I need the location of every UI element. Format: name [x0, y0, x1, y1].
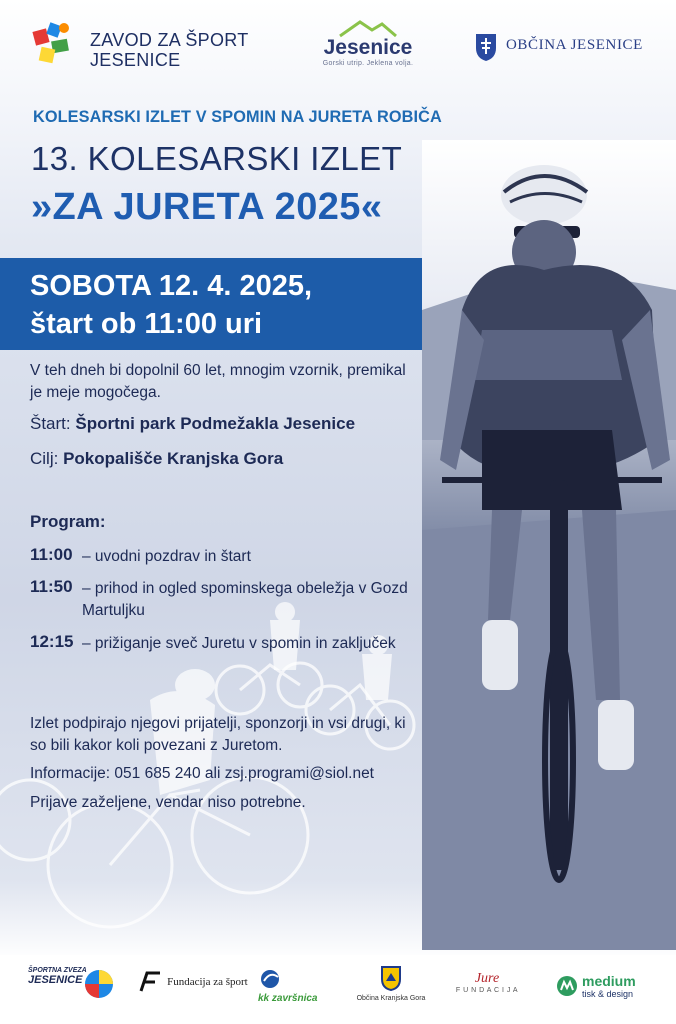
coat-of-arms-icon — [474, 32, 498, 62]
sponsor1-line2: JESENICE — [28, 974, 83, 986]
contact-info: Informacije: 051 685 240 ali zsj.programi@siol.net — [30, 765, 374, 782]
sponsor1-line1: ŠPORTNA ZVEZA — [28, 967, 87, 974]
date-banner — [0, 258, 422, 350]
sponsor-obcina-kranjska-gora — [356, 965, 426, 1002]
kicker-subtitle: KOLESARSKI IZLET V SPOMIN NA JURETA ROBIČA — [33, 108, 442, 126]
zavod-sport-logo-text — [90, 30, 249, 70]
start-label: Štart: — [30, 414, 71, 433]
obcina-jesenice-logo — [474, 32, 643, 66]
sponsor2-text: Fundacija za šport — [167, 976, 248, 988]
finish-value: Pokopališče Kranjska Gora — [63, 449, 284, 468]
kk-zavrsnica-icon — [258, 969, 284, 989]
logo-left-line2: JESENICE — [90, 50, 181, 70]
fs-logo-icon — [138, 971, 162, 993]
sponsor5-bottom: F U N D A C I J A — [455, 987, 519, 994]
sponsor4-text: Občina Kranjska Gora — [356, 995, 426, 1002]
start-time-line: štart ob 11:00 uri — [30, 308, 263, 340]
zavod-sport-logo-icon — [28, 20, 76, 68]
program-text: – prižiganje sveč Juretu v spomin in zaključek — [82, 635, 396, 652]
sponsor6-line2: tisk & design — [582, 989, 634, 999]
sponsor-footer — [0, 955, 676, 1024]
finish-location — [30, 449, 283, 469]
jesenice-logo — [318, 18, 418, 72]
program-time: 12:15 — [30, 632, 74, 651]
logo-center-tagline: Gorski utrip. Jeklena volja. — [322, 60, 414, 67]
sportna-zveza-icon — [84, 969, 114, 999]
date-line: SOBOTA 12. 4. 2025, — [30, 270, 313, 302]
program-time: 11:00 — [30, 545, 73, 564]
header — [0, 0, 676, 92]
event-title-line1: 13. KOLESARSKI IZLET — [31, 140, 403, 177]
program-text: – prihod in ogled spominskega obeležja v Gozd Martuljku — [82, 580, 408, 619]
program-heading: Program: — [30, 512, 106, 531]
medium-logo-icon — [556, 975, 578, 997]
support-text: Izlet podpirajo njegovi prijatelji, sponzorji in vsi drugi, ki so bili kakor koli povezani z Juretom. — [30, 715, 406, 754]
sponsor6-line1: medium — [582, 973, 636, 989]
program-text: – uvodni pozdrav in štart — [82, 548, 251, 565]
sponsor3-text: kk završnica — [258, 993, 318, 1004]
event-title-line2: »ZA JURETA 2025« — [31, 186, 383, 228]
sponsor5-top: Jure — [474, 971, 500, 986]
program-time: 11:50 — [30, 577, 73, 596]
intro-text: V teh dneh bi dopolnil 60 let, mnogim vzornik, premikal je meje mogočega. — [30, 362, 406, 401]
mountain-icon — [338, 18, 398, 38]
kranjska-gora-crest-icon — [380, 965, 402, 991]
logo-left-line1: ZAVOD ZA ŠPORT — [90, 30, 249, 50]
logo-center-name: Jesenice — [323, 36, 413, 59]
cyclist-photo — [422, 140, 676, 950]
sponsor-fundacija-sport — [138, 971, 248, 993]
start-value: Športni park Podmežakla Jesenice — [75, 414, 356, 433]
start-location — [30, 414, 355, 434]
sponsor-kk-zavrsnica — [258, 969, 318, 1004]
sponsor-jure-fundacija — [446, 971, 528, 994]
signup-note: Prijave zaželjene, vendar niso potrebne. — [30, 794, 306, 811]
finish-label: Cilj: — [30, 449, 59, 468]
sponsor-sportna-zveza — [28, 967, 87, 986]
logo-right-text: OBČINA JESENICE — [506, 37, 643, 53]
